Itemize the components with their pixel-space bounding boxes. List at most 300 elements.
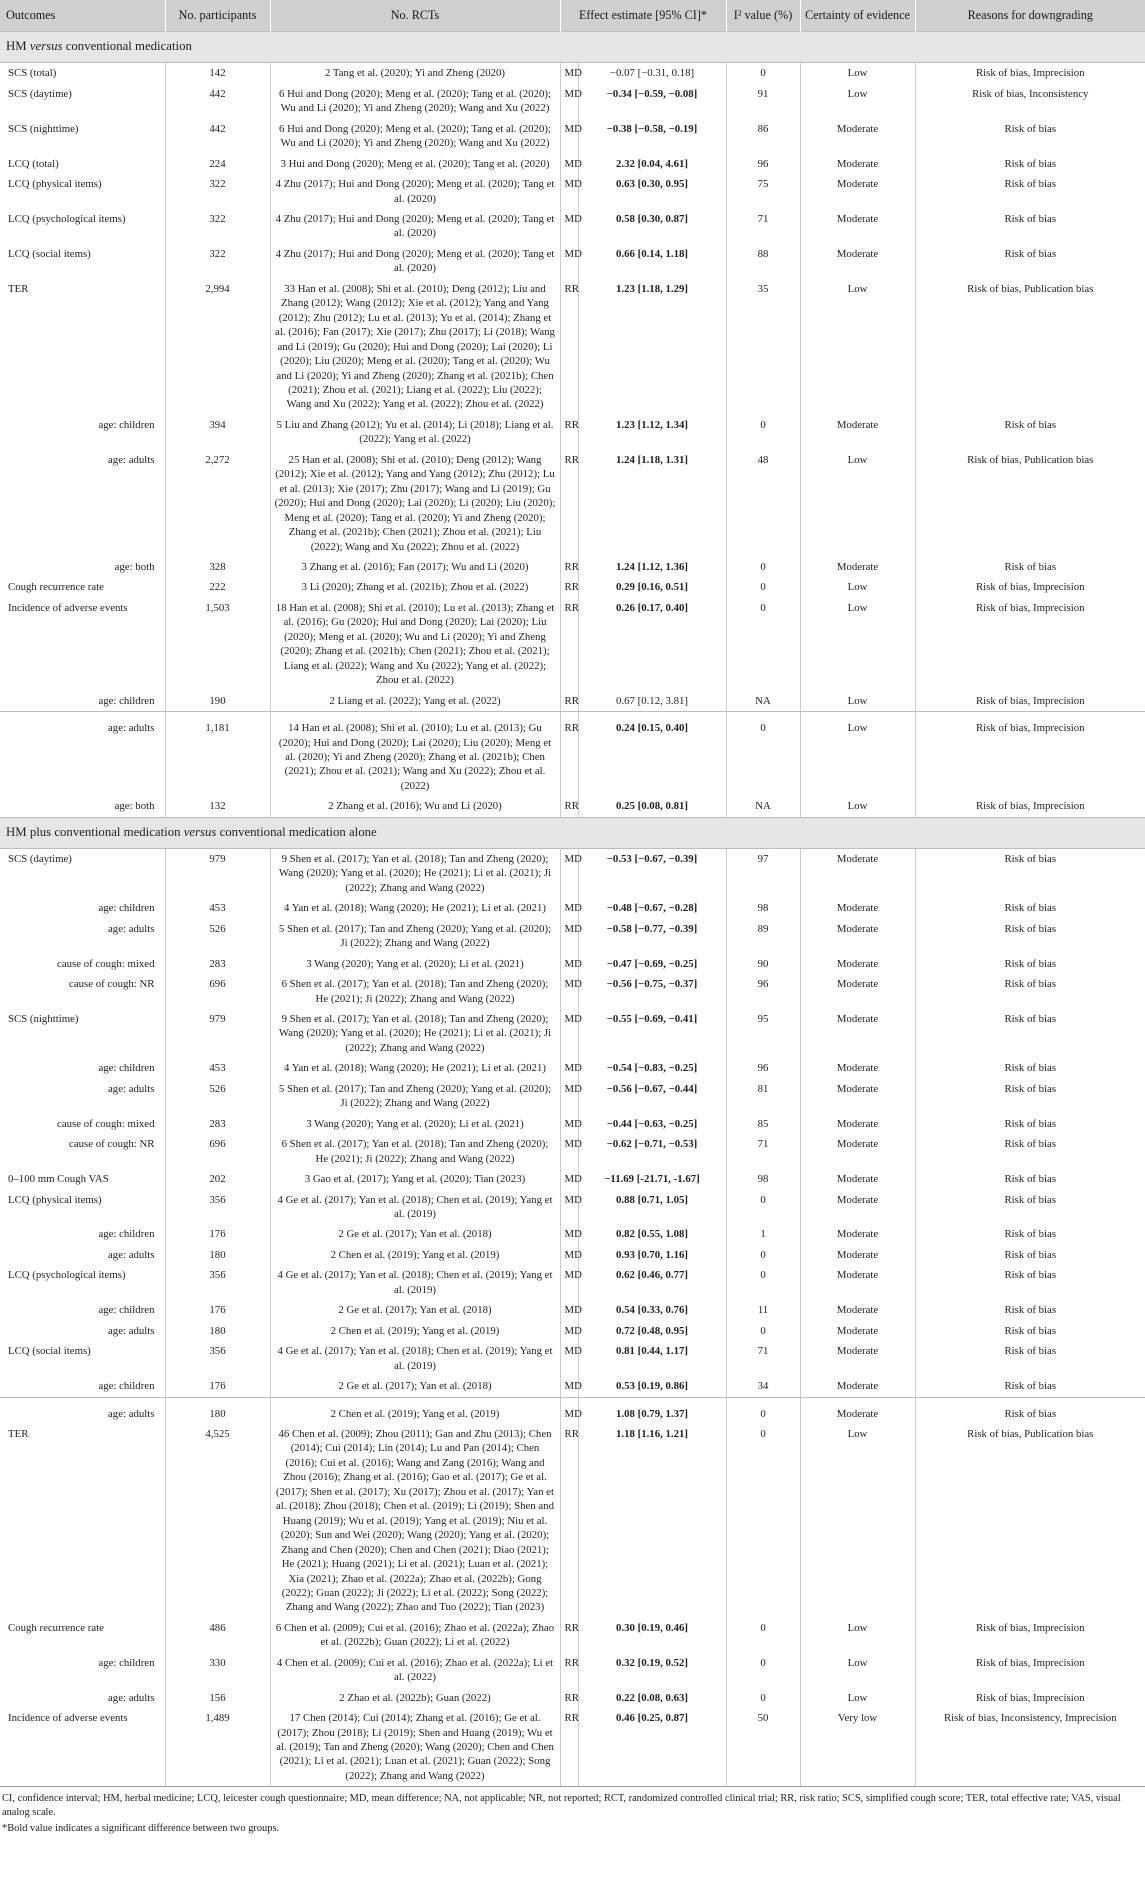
participants-cell: 322 <box>165 174 270 209</box>
outcome-label: SCS (daytime) <box>0 848 165 898</box>
certainty-cell: Moderate <box>800 1134 915 1169</box>
i2-cell: 0 <box>726 598 800 691</box>
effect-estimate-value: 0.26 [0.17, 0.40] <box>616 601 688 614</box>
i2-cell: NA <box>726 796 800 817</box>
reasons-cell: Risk of bias <box>1004 1138 1057 1151</box>
reasons-cell: Risk of bias <box>1004 852 1057 865</box>
effect-estimate-cell <box>578 209 726 244</box>
subgroup-label: age: adults <box>0 450 165 557</box>
certainty-cell: Low <box>800 1618 915 1653</box>
reasons-cell: Risk of bias <box>1004 1407 1057 1420</box>
section-title-pre: HM <box>6 39 30 54</box>
effect-estimate-cell <box>578 557 726 577</box>
effect-estimate-cell <box>578 1169 726 1189</box>
effect-estimate-value: −0.53 [−0.67, −0.39] <box>606 852 698 865</box>
i2-cell: 0 <box>726 1404 800 1424</box>
outcome-label: SCS (daytime) <box>0 84 165 119</box>
measure-cell: MD <box>560 63 578 84</box>
certainty-cell: Moderate <box>800 954 915 974</box>
measure-cell: RR <box>560 598 578 691</box>
effect-estimate-value: −11.69 [-21.71, -1.67] <box>604 1173 700 1186</box>
effect-estimate-value: 1.18 [1.16, 1.21] <box>616 1427 688 1440</box>
effect-estimate-cell <box>578 1224 726 1244</box>
table-row <box>0 691 1145 712</box>
i2-cell: 71 <box>726 1134 800 1169</box>
participants-cell: 442 <box>165 119 270 154</box>
i2-cell: 96 <box>726 974 800 1009</box>
reasons-cell: Risk of bias <box>1004 213 1057 226</box>
table-row <box>0 1190 1145 1225</box>
measure-cell: RR <box>560 1688 578 1708</box>
certainty-cell: Low <box>800 691 915 712</box>
effect-estimate-value: 1.24 [1.12, 1.36] <box>616 560 688 573</box>
section-header-row <box>0 32 1145 63</box>
certainty-cell: Low <box>800 796 915 817</box>
header-reasons: Reasons for downgrading <box>915 0 1145 32</box>
rcts-cell: 3 Zhang et al. (2016); Fan (2017); Wu and Li (2020) <box>270 557 560 577</box>
outcome-label: SCS (nighttime) <box>0 119 165 154</box>
measure-cell: RR <box>560 577 578 597</box>
rcts-cell: 2 Liang et al. (2022); Yang et al. (2022) <box>270 691 560 712</box>
reasons-cell: Risk of bias, Imprecision <box>975 800 1085 813</box>
subgroup-label: cause of cough: mixed <box>0 1114 165 1134</box>
outcome-label: LCQ (physical items) <box>0 174 165 209</box>
measure-cell: MD <box>560 1079 578 1114</box>
effect-estimate-value: 0.54 [0.33, 0.76] <box>616 1304 688 1317</box>
rcts-cell: 6 Hui and Dong (2020); Meng et al. (2020); Tang et al. (2020); Wu and Li (2020); Yi and Zheng (2020); Wang and Xu (2022) <box>270 119 560 154</box>
effect-estimate-cell <box>578 1653 726 1688</box>
participants-cell: 1,181 <box>165 718 270 796</box>
measure-cell: MD <box>560 1169 578 1189</box>
measure-cell: MD <box>560 1190 578 1225</box>
table-row <box>0 415 1145 450</box>
subgroup-label: age: children <box>0 1653 165 1688</box>
rcts-cell: 25 Han et al. (2008); Shi et al. (2010); Deng (2012); Wang (2012); Xie et al. (2012); Yang and Yang (2012); Zhu (2012); Lu et al. (2013); Xie (2017); Zhu (2017); Wang and Li (2019); Gu (2020); Hui and Dong (2020); Lai (2020); Li (2020); Liu (2020); Meng et al. (2020); Tang et al. (2020); Yi and Zheng (2020); Zhang et al. (2021b); Chen (2021); Zhou et al. (2021); Liu (2022); Wang and Xu (2022); Zhou et al. (2022) <box>270 450 560 557</box>
measure-cell: RR <box>560 796 578 817</box>
certainty-cell: Moderate <box>800 1300 915 1320</box>
effect-estimate-cell <box>578 1341 726 1376</box>
reasons-cell: Risk of bias, Imprecision <box>975 67 1085 80</box>
subgroup-label: cause of cough: NR <box>0 1134 165 1169</box>
effect-estimate-cell <box>578 796 726 817</box>
effect-estimate-cell <box>578 1404 726 1424</box>
effect-estimate-value: −0.62 [−0.71, −0.53] <box>606 1138 698 1151</box>
subgroup-label: age: adults <box>0 1079 165 1114</box>
reasons-cell: Risk of bias <box>1004 922 1057 935</box>
effect-estimate-value: 0.62 [0.46, 0.77] <box>616 1269 688 1282</box>
section-title-post: conventional medication <box>62 39 192 54</box>
effect-estimate-cell <box>578 718 726 796</box>
participants-cell: 180 <box>165 1321 270 1341</box>
effect-estimate-cell <box>578 1321 726 1341</box>
measure-cell: MD <box>560 84 578 119</box>
effect-estimate-cell <box>578 1376 726 1397</box>
measure-cell: MD <box>560 174 578 209</box>
table-row <box>0 1341 1145 1376</box>
participants-cell: 142 <box>165 63 270 84</box>
effect-estimate-cell <box>578 84 726 119</box>
reasons-cell: Risk of bias, Publication bias <box>967 1427 1094 1440</box>
measure-cell: MD <box>560 1376 578 1397</box>
measure-cell: MD <box>560 209 578 244</box>
i2-cell: 35 <box>726 279 800 415</box>
measure-cell: MD <box>560 119 578 154</box>
certainty-cell: Low <box>800 1688 915 1708</box>
certainty-cell: Moderate <box>800 209 915 244</box>
table-row <box>0 1224 1145 1244</box>
i2-cell: 1 <box>726 1224 800 1244</box>
subgroup-label: age: adults <box>0 919 165 954</box>
participants-cell: 222 <box>165 577 270 597</box>
reasons-cell: Risk of bias, Imprecision <box>975 722 1085 735</box>
measure-cell: RR <box>560 415 578 450</box>
measure-cell: RR <box>560 1424 578 1618</box>
rcts-cell: 3 Wang (2020); Yang et al. (2020); Li et al. (2021) <box>270 954 560 974</box>
table-footnote <box>0 1786 1145 1836</box>
participants-cell: 356 <box>165 1265 270 1300</box>
subgroup-label: age: adults <box>0 1688 165 1708</box>
certainty-cell: Moderate <box>800 1224 915 1244</box>
effect-estimate-cell <box>578 279 726 415</box>
rcts-cell: 3 Hui and Dong (2020); Meng et al. (2020); Tang et al. (2020) <box>270 154 560 174</box>
measure-cell: RR <box>560 450 578 557</box>
rcts-cell: 2 Chen et al. (2019); Yang et al. (2019) <box>270 1245 560 1265</box>
participants-cell: 4,525 <box>165 1424 270 1618</box>
certainty-cell: Low <box>800 450 915 557</box>
i2-cell: 81 <box>726 1079 800 1114</box>
i2-cell: 98 <box>726 898 800 918</box>
participants-cell: 486 <box>165 1618 270 1653</box>
certainty-cell: Moderate <box>800 1079 915 1114</box>
reasons-cell: Risk of bias <box>1004 1380 1057 1393</box>
certainty-cell: Moderate <box>800 557 915 577</box>
table-row <box>0 1245 1145 1265</box>
i2-cell: 96 <box>726 1058 800 1078</box>
measure-cell: MD <box>560 1300 578 1320</box>
rcts-cell: 4 Ge et al. (2017); Yan et al. (2018); Chen et al. (2019); Yang et al. (2019) <box>270 1341 560 1376</box>
i2-cell: 0 <box>726 1653 800 1688</box>
effect-estimate-value: −0.55 [−0.69, −0.41] <box>606 1013 698 1025</box>
table-row <box>0 1708 1145 1786</box>
effect-estimate-cell <box>578 577 726 597</box>
participants-cell: 322 <box>165 209 270 244</box>
subgroup-label: cause of cough: NR <box>0 974 165 1009</box>
header-i2: I² value (%) <box>726 0 800 32</box>
effect-estimate-cell <box>578 415 726 450</box>
i2-cell: 71 <box>726 209 800 244</box>
header-rcts: No. RCTs <box>270 0 560 32</box>
certainty-cell: Low <box>800 84 915 119</box>
effect-estimate-value: −0.34 [−0.59, −0.08] <box>606 87 698 100</box>
rcts-cell: 5 Shen et al. (2017); Tan and Zheng (2020); Yang et al. (2020); Ji (2022); Zhang and Wang (2022) <box>270 1079 560 1114</box>
effect-estimate-value: 0.22 [0.08, 0.63] <box>616 1691 688 1704</box>
rcts-cell: 33 Han et al. (2008); Shi et al. (2010); Deng (2012); Liu and Zhang (2012); Wang (2012); Xie et al. (2012); Yang and Yang (2012); Zhu (2012); Lu et al. (2013); Yu et al. (2014); Zhang et al. (2016); Fan (2017); Xie (2017); Zhu (2017); Li (2018); Wang and Li (2019); Gu (2020); Hui and Dong (2020); Lai (2020); Li (2020); Liu (2020); Meng et al. (2020); Tang et al. (2020); Wu and Li (2020); Yi and Zheng (2020); Zhang et al. (2021b); Chen (2021); Zhou et al. (2021); Liang et al. (2022); Liu (2022); Wang and Xu (2022); Yang et al. (2022); Zhou et al. (2022) <box>270 279 560 415</box>
i2-cell: 98 <box>726 1169 800 1189</box>
reasons-cell: Risk of bias <box>1004 1304 1057 1317</box>
rcts-cell: 46 Chen et al. (2009); Zhou (2011); Gan and Zhu (2013); Chen (2014); Cui (2014); Lin (2014); Lu and Pan (2014); Chen (2016); Cui et al. (2016); Wang and Zang (2016); Wang and Zhou (2016); Zhang et al. (2016); Gao et al. (2017); Ge et al. (2017); Shen et al. (2017); Xu (2017); Zhou et al. (2017); Yan et al. (2018); Zhou (2018); Chen et al. (2019); Li (2019); Shen and Huang (2019); Wu et al. (2019); Yang et al. (2019); Niu et al. (2020); Sun and Wei (2020); Wang (2020); Yang et al. (2020); Zhang and Chen (2020); Chen and Chen (2021); Diao (2021); He (2021); Huang (2021); Li et al. (2021); Luan et al. (2021); Xia (2021); Zhao et al. (2022a); Zhao et al. (2022b); Gong (2022); Guan (2022); Ji (2022); Li et al. (2022); Song (2022); Zhang and Wang (2022); Zhao and Tuo (2022); Tian (2023) <box>270 1424 560 1618</box>
measure-cell: MD <box>560 1134 578 1169</box>
effect-estimate-cell <box>578 919 726 954</box>
table-row <box>0 577 1145 597</box>
participants-cell: 190 <box>165 691 270 712</box>
i2-cell: 88 <box>726 244 800 279</box>
effect-estimate-value: 0.93 [0.70, 1.16] <box>616 1248 688 1261</box>
effect-estimate-value: 0.30 [0.19, 0.46] <box>616 1621 688 1634</box>
section-title <box>0 817 1145 848</box>
table-row <box>0 1300 1145 1320</box>
table-row <box>0 848 1145 898</box>
measure-cell: MD <box>560 244 578 279</box>
subgroup-label: age: children <box>0 1224 165 1244</box>
effect-estimate-cell <box>578 119 726 154</box>
effect-estimate-value: 0.72 [0.48, 0.95] <box>616 1324 688 1337</box>
section-header-row <box>0 817 1145 848</box>
table-row <box>0 244 1145 279</box>
reasons-cell: Risk of bias, Imprecision <box>975 1621 1085 1634</box>
outcome-label: TER <box>0 279 165 415</box>
effect-estimate-value: 1.24 [1.18, 1.31] <box>616 453 688 466</box>
certainty-cell: Low <box>800 598 915 691</box>
subgroup-label: age: children <box>0 898 165 918</box>
rcts-cell: 4 Zhu (2017); Hui and Dong (2020); Meng et al. (2020); Tang et al. (2020) <box>270 244 560 279</box>
certainty-cell: Moderate <box>800 919 915 954</box>
table-row <box>0 1688 1145 1708</box>
reasons-cell: Risk of bias, Imprecision <box>975 581 1085 594</box>
subgroup-label: age: adults <box>0 1404 165 1424</box>
i2-cell: 95 <box>726 1009 800 1058</box>
measure-cell: MD <box>560 1009 578 1058</box>
measure-cell: RR <box>560 279 578 415</box>
certainty-cell: Moderate <box>800 1114 915 1134</box>
certainty-cell: Moderate <box>800 1321 915 1341</box>
table-row <box>0 1618 1145 1653</box>
participants-cell: 202 <box>165 1169 270 1189</box>
header-certainty: Certainty of evidence <box>800 0 915 32</box>
table-row <box>0 1169 1145 1189</box>
table-row <box>0 974 1145 1009</box>
outcome-label: 0–100 mm Cough VAS <box>0 1169 165 1189</box>
participants-cell: 2,994 <box>165 279 270 415</box>
participants-cell: 176 <box>165 1300 270 1320</box>
rcts-cell: 6 Chen et al. (2009); Cui et al. (2016); Zhao et al. (2022a); Zhao et al. (2022b); Guan (2022); Li et al. (2022) <box>270 1618 560 1653</box>
certainty-cell: Very low <box>800 1708 915 1786</box>
effect-estimate-cell <box>578 450 726 557</box>
i2-cell: 11 <box>726 1300 800 1320</box>
outcome-label: LCQ (social items) <box>0 1341 165 1376</box>
certainty-cell: Moderate <box>800 154 915 174</box>
reasons-cell: Risk of bias <box>1004 122 1057 135</box>
table-row <box>0 1079 1145 1114</box>
reasons-cell: Risk of bias, Publication bias <box>967 453 1094 466</box>
table-row <box>0 796 1145 817</box>
effect-estimate-cell <box>578 1190 726 1225</box>
participants-cell: 526 <box>165 1079 270 1114</box>
subgroup-label: age: children <box>0 1058 165 1078</box>
reasons-cell: Risk of bias, Imprecision <box>975 1691 1085 1704</box>
measure-cell: MD <box>560 1114 578 1134</box>
effect-estimate-value: 1.08 [0.79, 1.37] <box>616 1407 688 1420</box>
effect-estimate-value: 0.82 [0.55, 1.08] <box>616 1228 688 1241</box>
rcts-cell: 6 Shen et al. (2017); Yan et al. (2018); Tan and Zheng (2020); He (2021); Ji (2022); Zhang and Wang (2022) <box>270 1134 560 1169</box>
measure-cell: MD <box>560 848 578 898</box>
table-row <box>0 63 1145 84</box>
subgroup-label: age: children <box>0 691 165 712</box>
measure-cell: MD <box>560 954 578 974</box>
effect-estimate-cell <box>578 1245 726 1265</box>
footnote-bold-note: *Bold value indicates a significant difference between two groups. <box>2 1823 280 1835</box>
certainty-cell: Moderate <box>800 1265 915 1300</box>
effect-estimate-cell <box>578 1300 726 1320</box>
outcome-label: LCQ (social items) <box>0 244 165 279</box>
rcts-cell: 2 Zhao et al. (2022b); Guan (2022) <box>270 1688 560 1708</box>
header-outcomes: Outcomes <box>0 0 165 32</box>
participants-cell: 180 <box>165 1404 270 1424</box>
effect-estimate-value: −0.58 [−0.77, −0.39] <box>606 922 698 935</box>
table-row <box>0 1134 1145 1169</box>
header-effect: Effect estimate [95% CI]* <box>560 0 726 32</box>
certainty-cell: Moderate <box>800 119 915 154</box>
effect-estimate-value: −0.48 [−0.67, −0.28] <box>606 902 698 915</box>
footnote-abbreviations: CI, confidence interval; HM, herbal medicine; LCQ, leicester cough questionnaire; MD, mean difference; NA, not applicable; NR, not reported; RCT, randomized controlled clinical trial; RR, risk ratio; SCS, simplified cough score; TER, total effective rate; VAS, visual analog scale. <box>2 1793 1121 1819</box>
table-row <box>0 450 1145 557</box>
participants-cell: 2,272 <box>165 450 270 557</box>
table-header <box>0 0 1145 32</box>
participants-cell: 453 <box>165 898 270 918</box>
participants-cell: 696 <box>165 974 270 1009</box>
rcts-cell: 4 Zhu (2017); Hui and Dong (2020); Meng et al. (2020); Tang et al. (2020) <box>270 174 560 209</box>
table-row <box>0 1265 1145 1300</box>
outcome-label: TER <box>0 1424 165 1618</box>
subgroup-label: age: both <box>0 796 165 817</box>
reasons-cell: Risk of bias <box>1004 247 1057 260</box>
subgroup-label: age: adults <box>0 718 165 796</box>
effect-estimate-value: 0.53 [0.19, 0.86] <box>616 1380 688 1393</box>
subgroup-label: cause of cough: mixed <box>0 954 165 974</box>
certainty-cell: Moderate <box>800 1341 915 1376</box>
certainty-cell: Low <box>800 718 915 796</box>
effect-estimate-cell <box>578 974 726 1009</box>
outcome-label: SCS (total) <box>0 63 165 84</box>
outcome-label: Incidence of adverse events <box>0 1708 165 1786</box>
rcts-cell: 3 Li (2020); Zhang et al. (2021b); Zhou et al. (2022) <box>270 577 560 597</box>
reasons-cell: Risk of bias <box>1004 1324 1057 1337</box>
outcome-label: LCQ (psychological items) <box>0 209 165 244</box>
reasons-cell: Risk of bias <box>1004 1248 1057 1261</box>
certainty-cell: Low <box>800 279 915 415</box>
participants-cell: 1,489 <box>165 1708 270 1786</box>
reasons-cell: Risk of bias, Inconsistency <box>972 87 1089 100</box>
certainty-cell: Moderate <box>800 848 915 898</box>
outcome-label: Cough recurrence rate <box>0 1618 165 1653</box>
certainty-cell: Low <box>800 1653 915 1688</box>
certainty-cell: Moderate <box>800 415 915 450</box>
effect-estimate-cell <box>578 1265 726 1300</box>
rcts-cell: 4 Zhu (2017); Hui and Dong (2020); Meng et al. (2020); Tang et al. (2020) <box>270 209 560 244</box>
rcts-cell: 2 Ge et al. (2017); Yan et al. (2018) <box>270 1300 560 1320</box>
i2-cell: 96 <box>726 154 800 174</box>
effect-estimate-value: 0.63 [0.30, 0.95] <box>616 178 688 191</box>
effect-estimate-cell <box>578 848 726 898</box>
i2-cell: 0 <box>726 577 800 597</box>
effect-estimate-cell <box>578 244 726 279</box>
participants-cell: 979 <box>165 1009 270 1058</box>
effect-estimate-value: 1.23 [1.12, 1.34] <box>616 418 688 431</box>
table-row <box>0 119 1145 154</box>
certainty-cell: Low <box>800 1424 915 1618</box>
participants-cell: 979 <box>165 848 270 898</box>
rcts-cell: 4 Yan et al. (2018); Wang (2020); He (2021); Li et al. (2021) <box>270 898 560 918</box>
effect-estimate-cell <box>578 1688 726 1708</box>
table-row <box>0 174 1145 209</box>
i2-cell: 89 <box>726 919 800 954</box>
effect-estimate-value: 0.29 [0.16, 0.51] <box>616 581 688 594</box>
measure-cell: MD <box>560 1224 578 1244</box>
subgroup-label: age: children <box>0 1300 165 1320</box>
outcome-label: Incidence of adverse events <box>0 598 165 691</box>
reasons-cell: Risk of bias <box>1004 978 1057 991</box>
reasons-cell: Risk of bias <box>1004 157 1057 170</box>
section-title-post: conventional medication alone <box>216 824 377 839</box>
participants-cell: 176 <box>165 1376 270 1397</box>
participants-cell: 526 <box>165 919 270 954</box>
effect-estimate-value: 1.23 [1.18, 1.29] <box>616 282 688 295</box>
effect-estimate-value: −0.47 [−0.69, −0.25] <box>606 957 698 970</box>
outcome-label: LCQ (total) <box>0 154 165 174</box>
reasons-cell: Risk of bias <box>1004 1082 1057 1095</box>
reasons-cell: Risk of bias, Imprecision <box>975 694 1085 707</box>
table-row <box>0 1424 1145 1618</box>
effect-estimate-value: 0.32 [0.19, 0.52] <box>616 1656 688 1669</box>
rcts-cell: 17 Chen (2014); Cui (2014); Zhang et al. (2016); Ge et al. (2017); Zhou (2018); Li (2019); Shen and Huang (2019); Wu et al. (2019); Tan and Zheng (2020); Wang (2020); Chen and Chen (2021); Li et al. (2021); Luan et al. (2021); Guan (2022); Song (2022); Zhang and Wang (2022) <box>270 1708 560 1786</box>
reasons-cell: Risk of bias, Imprecision <box>975 1656 1085 1669</box>
effect-estimate-value: −0.54 [−0.83, −0.25] <box>606 1062 698 1075</box>
i2-cell: 0 <box>726 718 800 796</box>
measure-cell: MD <box>560 1404 578 1424</box>
measure-cell: MD <box>560 1245 578 1265</box>
i2-cell: 0 <box>726 1424 800 1618</box>
i2-cell: 0 <box>726 1265 800 1300</box>
table-row <box>0 954 1145 974</box>
measure-cell: RR <box>560 1708 578 1786</box>
rcts-cell: 6 Hui and Dong (2020); Meng et al. (2020); Tang et al. (2020); Wu and Li (2020); Yi and Zheng (2020); Wang and Xu (2022) <box>270 84 560 119</box>
participants-cell: 224 <box>165 154 270 174</box>
rcts-cell: 4 Ge et al. (2017); Yan et al. (2018); Chen et al. (2019); Yang et al. (2019) <box>270 1265 560 1300</box>
i2-cell: 75 <box>726 174 800 209</box>
certainty-cell: Moderate <box>800 898 915 918</box>
certainty-cell: Moderate <box>800 1169 915 1189</box>
i2-cell: 48 <box>726 450 800 557</box>
i2-cell: 0 <box>726 1190 800 1225</box>
table-row <box>0 1058 1145 1078</box>
i2-cell: 0 <box>726 1245 800 1265</box>
rcts-cell: 5 Liu and Zhang (2012); Yu et al. (2014); Li (2018); Liang et al. (2022); Yang et al. (2022) <box>270 415 560 450</box>
rcts-cell: 3 Gao et al. (2017); Yang et al. (2020); Tian (2023) <box>270 1169 560 1189</box>
table-row <box>0 557 1145 577</box>
rcts-cell: 2 Tang et al. (2020); Yi and Zheng (2020) <box>270 63 560 84</box>
effect-estimate-value: 0.66 [0.14, 1.18] <box>616 247 688 260</box>
effect-estimate-value: 2.32 [0.04, 4.61] <box>616 157 688 170</box>
reasons-cell: Risk of bias <box>1004 1062 1057 1075</box>
effect-estimate-value: −0.44 [−0.63, −0.25] <box>606 1117 698 1130</box>
i2-cell: 97 <box>726 848 800 898</box>
i2-cell: 0 <box>726 63 800 84</box>
reasons-cell: Risk of bias <box>1004 1173 1057 1186</box>
rcts-cell: 4 Chen et al. (2009); Cui et al. (2016); Zhao et al. (2022a); Li et al. (2022) <box>270 1653 560 1688</box>
effect-estimate-cell <box>578 1058 726 1078</box>
effect-estimate-value: 0.24 [0.15, 0.40] <box>616 722 688 735</box>
rcts-cell: 2 Ge et al. (2017); Yan et al. (2018) <box>270 1376 560 1397</box>
participants-cell: 442 <box>165 84 270 119</box>
